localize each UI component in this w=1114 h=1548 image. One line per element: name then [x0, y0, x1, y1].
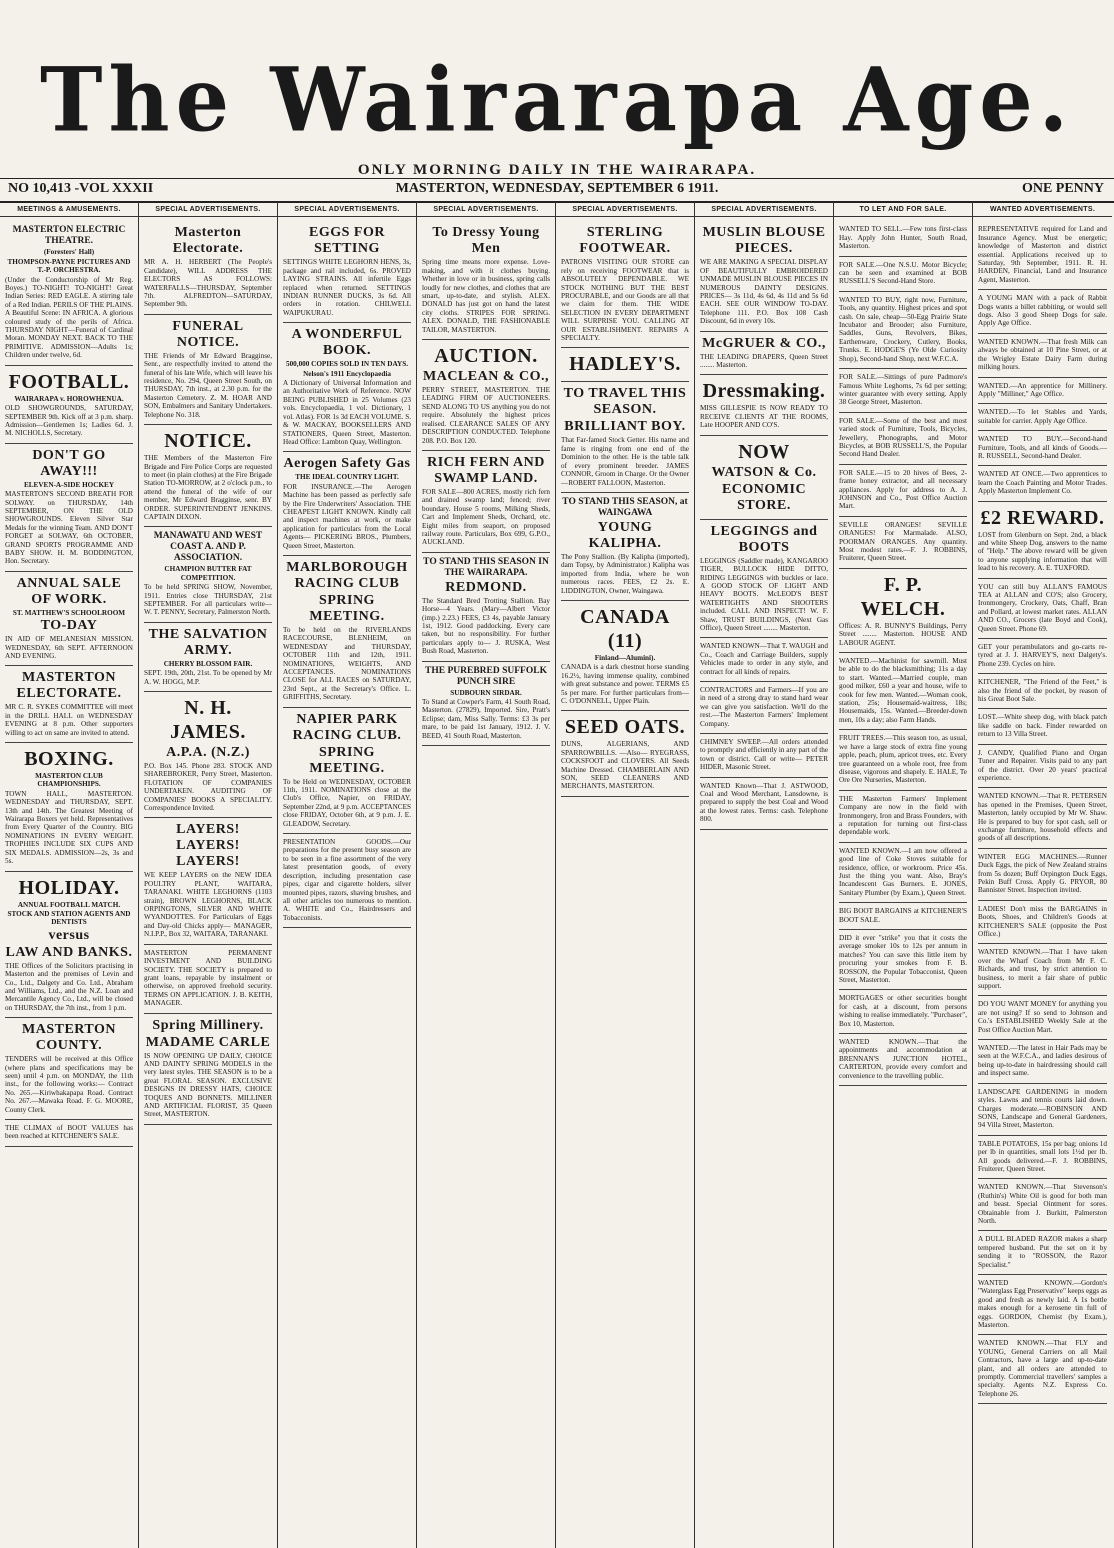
- ad-heading: MASTERTON COUNTY.: [22, 1022, 116, 1054]
- ad-body: SETTINGS WHITE LEGHORN HENS, 3s, package and rail included, 6s. PROVED LAYING STRAINS. All infertile Eggs replaced when returned. SETTINGS INDIAN RUNNER DUCKS, 3s 6d. All orders in rotation. CHILWELL WAIPUKURAU.: [283, 258, 411, 317]
- ad-body: WANTED KNOWN.—That I have taken over the Wharf Coach from Mr F. C. Richards, and trust, by strict attention to business, to merit a fair share of public support.: [978, 948, 1107, 991]
- ad-body: WANTED.—To let Stables and Yards, suitable for carrier. Apply Age Office.: [978, 408, 1107, 425]
- ad-heading: THE SALVATION ARMY.: [148, 626, 268, 658]
- ad-heading: A WONDERFUL BOOK.: [291, 327, 403, 359]
- ad-body: WANTED KNOWN.—That fresh Milk can always be obtained at 10 Pine Street, or at the Wrigley Estate Dairy Farm during milking hours.: [978, 337, 1107, 372]
- ad-heading: MANAWATU AND WEST COAST A. AND P. ASSOCIATION.: [153, 531, 263, 564]
- advertisement: [978, 709, 1107, 744]
- ad-heading: NOW: [738, 440, 790, 463]
- column-heading: MEETINGS & AMUSEMENTS.: [0, 204, 138, 217]
- ad-body: DUNS, ALGERIANS, AND SPARROWBILLS. —Also— RYEGRASS, COCKSFOOT and CLOVERS. All Seeds Machine Dressed. CHAMBERLAIN AND SON, SEED CLEANERS AND MERCHANTS, MASTERTON.: [561, 740, 689, 791]
- ad-heading: RICH FERN AND SWAMP LAND.: [427, 454, 545, 486]
- advertisement: [978, 674, 1107, 709]
- advertisement: [978, 290, 1107, 334]
- ad-body: SEPT. 19th, 20th, 21st. To be opened by Mr A. W. HOGG, M.P.: [144, 669, 272, 686]
- ad-body: THE Offices of the Solicitors practising in Masterton and the premises of Levin and Co., Ltd., Dalgety and Co. Ltd., Abraham and Williams, Ltd., and the N.Z. Loan and Mercantile Agency Co., Ltd., will be closed on THURSDAY, the 7th inst., from 1 p.m.: [5, 961, 133, 1012]
- ad-body: FOR INSURANCE.—The Aerogen Machine has been passed as perfectly safe by the Fire Underwriters' Association. THE CHEAPEST LIGHT KNOWN. Kindly call and inspect machines at work, or make application for particulars from the Local Agents— PICKERING BROS., Plumbers, Queen Street, Masterton.: [283, 482, 411, 550]
- ad-body: IN AID OF MELANESIAN MISSION. WEDNESDAY, 6th SEPT. AFTERNOON AND EVENING.: [5, 635, 133, 660]
- ad-body: FOR SALE.—15 to 20 hives of Bees, 2-frame honey extractor, and all necessary appliances. Apply for address to A. J. JOHNSON and Co., Post Office Auction Mart.: [839, 468, 967, 511]
- advertisement: [700, 332, 828, 376]
- advertisement: [422, 340, 550, 451]
- ad-body: FRUIT TREES.—This season too, as usual, we have a large stock of extra fine young apple, peach, plum, apricot trees, etc. Every tree guaranteed on a whole root, free from disease, vigorous and shapely. E. HALE, Te Ore Ore Nurseries, Masterton.: [839, 734, 967, 785]
- ad-body: (Under the Conductorship of Mr Reg. Boyes.) TO-NIGHT! TO-NIGHT! Great Indian Series: RED EAGLE. A stirring tale of a Red Indian. PERILS OF THE PLAINS. A Beautiful Scene: IN AFRICA. A glorious coloured study of the perils of Africa. THURSDAY NIGHT—Funeral of Cardinal Moran. MONDAY NEXT. BACK TO THE PRIMITIVE. ADMISSION—Adults 1s; Children under twelve, 6d.: [5, 275, 133, 360]
- ad-body: Offices: A. R. BUNNY'S Buildings, Perry Street ........ Masterton. HOUSE AND LABOUR AGENT.: [839, 621, 967, 647]
- advertisement: [700, 778, 828, 830]
- ad-heading: TO TRAVEL THIS SEASON.: [563, 386, 687, 418]
- ad-heading: HADLEY'S.: [569, 353, 681, 376]
- ad-body: WANTED KNOWN.—Gordon's "Waterglass Egg Preservative" keeps eggs as good and fresh as newly laid. A 1s bottle makes enough for a kerosene tin full of eggs. GORDON, Chemist (by Exam.), Masterton.: [978, 1279, 1107, 1330]
- ad-body: WANTED KNOWN.—I am now offered a good line of Coke Stoves suitable for residence, office, or workroom. Price 45s. Just the thing you want. Also, Bray's Incandescent Gas Burners. E. JONES, Sanitary Plumber (by Exam.), Queen Street.: [839, 846, 967, 897]
- advertisement: [561, 601, 689, 711]
- ad-heading: TO-DAY: [40, 618, 98, 634]
- ad-body: MORTGAGES or other securities bought for cash, at a discount, from persons wishing to realise immediately. "Purchaser", Box 10, Masterton.: [839, 994, 967, 1028]
- ad-heading: Masterton Electorate.: [172, 225, 244, 257]
- ad-body: IS NOW OPENING UP DAILY, CHOICE AND DAINTY SPRING MODELS in the very latest styles. THE SEASON is to be a great FLORAL SEASON. EXCLUSIVE DESIGNS IN DRESSY HATS, CHOICE TOQUES AND BONNETS. MILLINER AND ARTIFICIAL FLORIST, 35 Queen Street, MASTERTON.: [144, 1051, 272, 1119]
- ad-body: THE Masterton Farmers' Implement Company are now in the field with Ironmongery, Iron and Brass Founders, with a reputation for turning out first-class dependable work.: [839, 794, 967, 837]
- ad-body: PRESENTATION GOODS.—Our preparations for the present busy season are to be seen in a fine assortment of the very latest presentation goods, of every description, including presentation case pipes, cigar and cigarette holders, silver mounted pipes, razors, shaving brushes, and all other articles too numerous to mention. A. WHITE and Co., Hairdressers and Tobacconists.: [283, 838, 411, 922]
- ad-body: MASTERTON'S SECOND BREATH FOR SOLWAY. on THURSDAY, 14th SEPTEMBER, ON THE OLD SHOWGROUNDS. Eleven Silver Star Medals for the winning Team. AND DON'T FORGET at SOLWAY, 6th OCTOBER, GRAND SPORTS PROGRAMME AND BABY SHOW. H. M. BODDINGTON, Hon. Secretary.: [5, 490, 133, 566]
- ad-body: OLD SHOWGROUNDS, SATURDAY, SEPTEMBER 9th. Kick off at 3 p.m. sharp. Admission—Gentlemen 1s; Ladies 6d. J. M. NICHOLLS, Secretary.: [5, 404, 133, 438]
- advertisement: [422, 451, 550, 553]
- ad-heading: ELEVEN-A-SIDE HOCKEY: [23, 480, 115, 489]
- advertisement: [700, 221, 828, 331]
- ad-body: The Standard Bred Trotting Stallion. Bay Horse—4 Years. (Mary—Albert Victor (imp.) 2.23.) FEES, £3 4s, payable January 1st, 1912. Good paddocking. Every care taken, but no responsibility. For further particulars apply to— J. RUSKA, West Bush Road, Masterton.: [422, 596, 550, 656]
- advertisement: [978, 1275, 1107, 1335]
- ad-heading: (Foresters' Hall): [43, 248, 95, 257]
- advertisement: [978, 431, 1107, 466]
- ad-heading: McGRUER & CO.,: [702, 335, 826, 351]
- advertisement: [839, 843, 967, 903]
- ad-body: DID it ever "strike" you that it costs the average smoker 10s to 12s per annum in matches? You can save this little item by procuring your smokes from F. B. ROSSON, the Popular Tobacconist, Queen Street, Masterton.: [839, 934, 967, 985]
- advertisement: [144, 623, 272, 692]
- advertisement: [839, 257, 967, 292]
- column-heading: SPECIAL ADVERTISEMENTS.: [139, 204, 277, 217]
- advertisement: [839, 1034, 967, 1086]
- ad-heading: LEGGINGS and BOOTS: [710, 523, 818, 555]
- ad-heading: ECONOMIC STORE.: [721, 481, 807, 513]
- ad-heading: LAYERS! LAYERS! LAYERS!: [176, 822, 240, 870]
- ad-heading: REDMOND.: [445, 579, 527, 595]
- advertisement: [422, 221, 550, 340]
- ad-body: LADIES! Don't miss the BARGAINS in Boots, Shoes, and Children's Goods at KITCHENER'S SALE (opposite the Post Office.): [978, 904, 1107, 938]
- ad-heading: F. P. WELCH.: [860, 573, 946, 620]
- advertisement: [978, 502, 1107, 579]
- advertisement: [839, 653, 967, 730]
- advertisement: [978, 1084, 1107, 1136]
- advertisement: [5, 872, 133, 1019]
- advertisement: [561, 382, 689, 492]
- advertisement: [5, 666, 133, 743]
- column-4: [417, 202, 556, 1548]
- ad-heading: HOLIDAY.: [18, 876, 120, 899]
- ad-heading: Nelson's 1911 Encyclopaedia: [303, 369, 391, 378]
- ad-body: THE Friends of Mr Edward Bragginse, Senr., are respectfully invited to attend the funeral of his late Wife, which will leave his residence, No. 294, Queen Street South, on THURSDAY, 7th inst., at 2.30 p.m. for the Masterton Cemetery. Z. M. HOAR AND SON, Embalmers and Sanitary Undertakers. Telephone No. 318.: [144, 351, 272, 419]
- advertisement: [5, 444, 133, 572]
- ad-body: WANTED TO BUY.—Second-hand Furniture, Tools, and all kinds of Goods.—R. RUSSELL, Second-hand Dealer.: [978, 435, 1107, 460]
- column-2: [139, 202, 278, 1548]
- ad-heading: CHERRY BLOSSOM FAIR.: [163, 659, 253, 668]
- column-3: [278, 202, 417, 1548]
- ad-body: To be held on the RIVERLANDS RACECOURSE, BLENHEIM, on WEDNESDAY and THURSDAY, OCTOBER 11th and 12th, 1911. NOMINATIONS, WEIGHTS, AND ACCEPTANCES. NOMINATIONS CLOSE for ALL RACES on SATURDAY, 23rd Sept., at the Secretary's Office. L. GRIFFITHS, Secretary.: [283, 625, 411, 702]
- ad-heading: Finland—Alumini).: [594, 653, 656, 662]
- ad-heading: TO STAND THIS SEASON, at WAINGAWA: [562, 496, 688, 518]
- advertisement: [700, 520, 828, 639]
- ad-heading: To Dressy Young Men: [432, 225, 540, 257]
- ad-heading: THE PUREBRED SUFFOLK PUNCH SIRE: [425, 665, 547, 687]
- advertisement: [5, 572, 133, 667]
- ad-heading: YOUNG KALIPHA.: [588, 519, 662, 551]
- ad-body: YOU can still buy ALLAN'S FAMOUS TEA at ALLAN and CO'S; also Grocery, Ironmongery, Crockery, Oats, Chaff, Bran and Pollard, at lowest market rates. ALLAN AND CO., Grocers (late Boyd and Cook), Queen Street. Phone 69.: [978, 582, 1107, 633]
- ad-body: WANTED KNOWN.—That the appointments and accommodation at BRENNAN'S JUNCTION HOTEL, CARTERTON, provide every comfort and convenience to the travelling public.: [839, 1038, 967, 1080]
- advertisement: [144, 315, 272, 425]
- advertisement: [283, 556, 411, 708]
- ad-heading: £2 REWARD.: [980, 506, 1105, 529]
- advertisement: [839, 221, 967, 256]
- ad-body: A DULL BLADED RAZOR makes a sharp tempered husband. Put the set on it by sending it to "ROSSON, the Razor Specialist.": [978, 1235, 1107, 1269]
- ad-body: CHIMNEY SWEEP.—All orders attended to promptly and efficiently in any part of the town or district. Call or write— PETER HIDER, Masonic Street.: [700, 738, 829, 772]
- ad-body: WANTED TO BUY, right now, Furniture, Tools, any quantity. Highest prices and spot cash. On sale, cheap—50-Egg Prairie State Incubator and Brooder; also Furniture, Saddles, Guns, Revolvers, Bikes, Earthenware, Crockery, Cutlery, Books, Trunks. E. HODGE'S (Ye Olde Curiosity Shop), Second-hand Shop, next W.F.C.A.: [839, 295, 967, 363]
- advertisement: [839, 990, 967, 1034]
- advertisement: [700, 638, 828, 682]
- advertisement: [978, 1231, 1107, 1275]
- advertisement: [283, 834, 411, 928]
- column-6: [695, 202, 834, 1548]
- column-heading: WANTED ADVERTISEMENTS.: [973, 204, 1112, 217]
- ad-body: FOR SALE—800 ACRES, mostly rich fern and drained swamp land; fenced; river boundary. House 5 rooms, Milking Sheds, Cart and Implement Sheds, Orchard, etc. Eight miles from seaport, on proposed railway route. Particulars, Box 699, G.P.O., AUCKLAND.: [422, 487, 550, 547]
- ad-body: SEVILLE ORANGES! SEVILLE ORANGES! For Marmalade. ALSO, POORMAN ORANGES. Any quantity. Most modest rates.—F. J. ROBBINS, Fruiterer, Queen Street.: [839, 520, 967, 563]
- ad-body: WE KEEP LAYERS on the NEW IDEA POULTRY PLANT, WAITARA, TARANAKI. WHITE LEGHORNS (1103 strain), BROWN LEGHORNS, BLACK ORPINGTONS, SILVER AND WHITE WYANDOTTES. For Particulars of Eggs and Day-old Chicks apply— MANAGER, N.I.P.P., Box 32, WAITARA, TARANAKI.: [144, 871, 272, 939]
- advertisement: [978, 378, 1107, 405]
- advertisement: [978, 1040, 1107, 1084]
- ad-heading: FUNERAL NOTICE.: [172, 318, 244, 350]
- newspaper-title: The Wairarapa Age.: [39, 47, 1074, 152]
- ad-heading: ANNUAL FOOTBALL MATCH.: [17, 900, 121, 909]
- ad-body: FOR SALE.—Sittings of pure Padmore's Famous White Leghorns, 7s 6d per setting; winter guarantee with every setting. Apply 38 George Street, Masterton.: [839, 373, 967, 407]
- ad-heading: LAW AND BANKS.: [5, 944, 133, 960]
- advertisement: [5, 366, 133, 444]
- advertisement: [561, 348, 689, 382]
- ad-heading: Aerogen Safety Gas: [283, 456, 411, 472]
- advertisement: [978, 849, 1107, 901]
- advertisement: [839, 730, 967, 790]
- column-heading: SPECIAL ADVERTISEMENTS.: [278, 204, 416, 217]
- advertisement: [839, 465, 967, 517]
- advertisement: [978, 745, 1107, 789]
- ad-heading: A.P.A. (N.Z.): [166, 745, 250, 760]
- ad-heading: Spring Millinery.: [152, 1017, 264, 1033]
- advertisement: [978, 334, 1107, 378]
- advertisement: [283, 452, 411, 556]
- ad-body: TOWN HALL, MASTERTON. WEDNESDAY and THURSDAY, SEPT. 13th and 14th. The Greatest Meeting of Wairarapa Boxers yet held. Representatives from Every Quarter of the Country. BIG NOMINATIONS IN EVERY WEIGHT. TROPHIES INCLUDE SIX CUPS AND SIX MEDALS. ADMISSION—2s, 3s and 5s.: [5, 789, 133, 866]
- ad-body: FOR SALE.—Some of the best and most varied stock of Furniture, Tools, Bicycles, Jewellery, Phonographs, and Motor Bicycles, at BOB RUSSELL'S, the Popular Second Hand Dealer.: [839, 416, 967, 459]
- ad-heading: SPRING MEETING.: [309, 744, 385, 776]
- dateline: MASTERTON, WEDNESDAY, SEPTEMBER 6 1911.: [395, 181, 719, 196]
- issue-number: NO 10,413 -VOL XXXII: [8, 181, 154, 196]
- ad-heading: NOTICE.: [164, 430, 252, 453]
- ad-heading: DON'T GO AWAY!!!: [32, 447, 106, 479]
- advertisement: [839, 292, 967, 369]
- ad-body: THE CLIMAX of BOOT VALUES has been reached at KITCHENER'S SALE.: [5, 1124, 133, 1141]
- advertisement: [422, 662, 550, 746]
- ad-heading: STOCK AND STATION AGENTS AND DENTISTS: [7, 909, 131, 927]
- ad-heading: STERLING FOOTWEAR.: [579, 225, 671, 257]
- ad-heading: BRILLIANT BOY.: [564, 419, 686, 435]
- advertisement: [144, 221, 272, 314]
- ad-body: MASTERTON PERMANENT INVESTMENT AND BUILDING SOCIETY. THE SOCIETY is prepared to grant loans, repayable by instalment or otherwise, on approved freehold security. TERMS ON APPLICATION. J. B. KEITH, MANAGER.: [144, 948, 272, 1008]
- column-heading: TO LET AND FOR SALE.: [834, 204, 972, 217]
- ad-body: WINTER EGG MACHINES.—Runner Duck Eggs, the pick of New Zealand strains from 5s dozen; Buff Orpington Duck Eggs, Pekin Buff Cross. Apply G. PRYOR, 80 Bannister Street. Inspection invited.: [978, 852, 1107, 895]
- ad-body: REPRESENTATIVE required for Land and Insurance Agency. Must be energetic; knowledge of Masterton and district essential. Applications received up to Saturday, 9th September, 1911. R. H. HARDEN, Financial, Land and Insurance Agent, Masterton.: [978, 225, 1107, 284]
- advertisement: [978, 404, 1107, 431]
- advertisement: [700, 734, 828, 778]
- advertisement: [422, 553, 550, 662]
- ad-body: To be held SPRING SHOW, November, 1911. Entries close THURSDAY, 21st SEPTEMBER. For all particulars write— W. T. PENNY, Secretary, Palmerston North.: [144, 583, 272, 617]
- advertisement: [978, 1136, 1107, 1180]
- advertisement: [5, 1120, 133, 1147]
- advertisement: [283, 221, 411, 323]
- ad-body: MR A. H. HERBERT (The People's Candidate), WILL ADDRESS THE ELECTORS AS FOLLOWS: WATERFALLS—THURSDAY, September 7th. ALFREDTON—SATURDAY, September 9th.: [144, 258, 272, 309]
- column-1: [0, 202, 139, 1548]
- ad-body: A Dictionary of Universal Information and an Authoritative Work of Reference. NOW BEING PUBLISHED in 25 Volumes (23 vols. Encyclopaedia, 1 vol. Dictionary, 1 vol. Atlas). FOR 1s 3d EACH VOLUME. S. & W. MACKAY, BOOKSELLERS AND STATIONERS, Queen Street, Masterton. Head Office: Lambton Quay, Wellington.: [283, 379, 411, 446]
- column-heading: SPECIAL ADVERTISEMENTS.: [417, 204, 555, 217]
- ad-body: PERRY STREET, MASTERTON. THE LEADING FIRM OF AUCTIONEERS. SEND ALONG TO US anything you do not require. Absolutely the highest prices realised. CLEARANCE SALES OF ANY DESCRIPTION CONDUCTED. Telephone 208. P.O. Box 120.: [422, 386, 550, 445]
- ad-heading: CANADA (11): [580, 605, 670, 652]
- ad-heading: MADAME CARLE: [145, 1034, 271, 1050]
- advertisement: [561, 493, 689, 601]
- tagline: ONLY MORNING DAILY IN THE WAIRARAPA.: [357, 162, 757, 178]
- advertisement: [978, 221, 1107, 290]
- ad-body: WANTED Known—That J. ASTWOOD, Coal and Wood Merchant, Lansdowne, is prepared to supply the best Coal and Wood at the lowest rates. Terms: cash. Telephone 800.: [700, 781, 828, 824]
- ad-body: CANADA is a dark chestnut horse standing 16.2½, having immense quality, combined with great substance and power. TERMS £5 5s per mare. For further particulars from— C. O'DONNELL, Upper Plain.: [561, 663, 689, 705]
- ad-body: A YOUNG MAN with a pack of Rabbit Dogs wants a billet rabbiting, or would sell dogs. Also 3 good Sheep Dogs for sale. Apply Age Office.: [978, 294, 1107, 328]
- advertisement: [839, 930, 967, 990]
- advertisement: [144, 818, 272, 944]
- ad-heading: 500,000 COPIES SOLD IN TEN DAYS.: [285, 360, 409, 369]
- ad-heading: MARLBOROUGH RACING CLUB: [286, 559, 408, 591]
- advertisement: [839, 569, 967, 653]
- advertisement: [978, 1179, 1107, 1231]
- advertisement: [978, 1335, 1107, 1404]
- ad-heading: ANNUAL SALE OF WORK.: [16, 575, 122, 607]
- ad-body: WANTED.—An apprentice for Millinery. Apply "Milliner," Age Office.: [978, 381, 1107, 398]
- advertisement: [978, 996, 1107, 1040]
- ad-body: That Far-famed Stock Getter. His name and fame is ringing from one end of the Dominion to the other. He is the table talk of every prominent breeder. JAMES CONNOR, Groom in Charge. Or the Owner—ROBERT FALLOON, Masterton.: [561, 436, 689, 487]
- ad-body: FOR SALE.—One N.S.U. Motor Bicycle; can be seen and examined at BOB RUSSELL'S Second-Hand Store.: [839, 260, 967, 286]
- ad-heading: TO STAND THIS SEASON IN THE WAIRARAPA.: [423, 556, 549, 578]
- advertisement: [839, 903, 967, 930]
- ad-body: LOST.—White sheep dog, with black patch like saddle on back. Finder rewarded on return to 13 Villa Street.: [978, 713, 1107, 739]
- ad-body: MR C. R. SYKES COMMITTEE will meet in the DRILL HALL on WEDNESDAY EVENING at 8 p.m. Other supporters willing to act on same are invited to attend.: [5, 703, 133, 737]
- ad-heading: SUDBOURN SIRDAR.: [450, 688, 522, 697]
- ad-heading: CHAMPION BUTTER FAT COMPETITION.: [164, 565, 252, 582]
- advertisement: [700, 375, 828, 435]
- ad-heading: NAPIER PARK RACING CLUB.: [292, 711, 402, 743]
- advertisement: [839, 791, 967, 843]
- column-8: [973, 202, 1112, 1548]
- ad-heading: BOXING.: [24, 748, 114, 771]
- ad-body: TABLE POTATOES, 15s per bag; onions 1d per lb in quantities, small lots 1½d per lb. All goods delivered.—F. J. ROBBINS, Fruiterer, Queen Street.: [978, 1139, 1107, 1173]
- advertisement: [978, 579, 1107, 639]
- ad-heading: MACLEAN & CO.,: [423, 369, 549, 385]
- ad-heading: MASTERTON ELECTORATE.: [16, 670, 122, 702]
- advertisement: [5, 1018, 133, 1120]
- ad-heading: Dressmaking.: [702, 380, 826, 403]
- advertisement: [700, 682, 828, 734]
- ad-body: PATRONS VISITING OUR STORE can rely on receiving FOOTWEAR that is ABSOLUTELY DEPENDABLE. WE STOCK NOTHING BUT THE BEST PROCURABLE, and our Goods are all that we claim for them. THE WIDE SELECTION IN EVERY DEPARTMENT WILL SURPRISE YOU. CALLING AT OUR ESTABLISHMENT. REPAIRS A SPECIALTY.: [561, 258, 689, 343]
- ad-heading: WATSON & Co.: [711, 464, 817, 480]
- advertisement: [283, 323, 411, 452]
- ad-body: WANTED KNOWN—That T. WAUGH and Co., Coach and Carriage Builders, supply Vehicles made to order in any style, and contract for all kinds of repairs.: [700, 642, 828, 676]
- ad-heading: THOMPSON-PAYNE PICTURES AND T.-P. ORCHESTRA.: [7, 257, 131, 275]
- advertisement: [144, 527, 272, 622]
- advertisement: [561, 711, 689, 796]
- ad-body: WANTED TO SELL.—Few tons first-class Hay. Apply John Hunter, South Road, Masterton.: [839, 225, 967, 251]
- ad-heading: WAIRARAPA v. HOROWHENUA.: [14, 394, 124, 403]
- ad-heading: AUCTION.: [434, 345, 538, 368]
- advertisement: [144, 945, 272, 1014]
- ad-body: DO YOU WANT MONEY for anything you are not using? If so send to Johnson and Co.'s ESTABLISHED Weekly Sale at the Post Office Auction Mart.: [978, 1000, 1107, 1034]
- ad-body: WANTED KNOWN.—That R. PETERSEN has opened in the Premises, Queen Street, Masterton, lately occupied by Mr W. Shaw. He is prepared to buy for spot cash, sell or exchange furniture, household effects and goods of all descriptions.: [978, 792, 1107, 843]
- ad-body: Spring time means more expense. Love-making, and with it clothes buying. Whether in love or in business, spring calls loudly for new clothes, and clothes that are smart, up-to-date, and stylish. ALEX. DONALD has just got on hand the latest city cloths. STRIPES FOR SPRING. ALEX. DONALD, THE FASHIONABLE TAILOR, MASTERTON.: [422, 258, 550, 334]
- ad-body: J. CANDY, Qualified Piano and Organ Tuner and Repairer. Visits paid to any part of the district. Over 20 years' practical experience.: [978, 748, 1107, 782]
- ad-body: MISS GILLESPIE IS NOW READY TO RECEIVE CLIENTS AT THE ROOMS, Late HOOPER AND CO'S.: [700, 404, 828, 430]
- advertisement: [978, 466, 1107, 501]
- ad-body: KITCHENER, "The Friend of the Feet," is also the friend of the pocket, by reason of his Great Boot Sale.: [978, 678, 1107, 704]
- columns: [0, 202, 1114, 1548]
- advertisement: [839, 369, 967, 413]
- advertisement: [978, 944, 1107, 996]
- ad-heading: ST. MATTHEW'S SCHOOLROOM: [12, 608, 126, 617]
- advertisement: [283, 708, 411, 834]
- ad-body: WANTED.—The latest in Hair Pads may be seen at the W.F.C.A., and ladies desirous of being up-to-date in hairdressing should call and inspect same.: [978, 1044, 1107, 1078]
- masthead: [0, 47, 1114, 160]
- advertisement: [561, 221, 689, 348]
- ad-heading: N. H. JAMES.: [170, 697, 246, 743]
- ad-body: WANTED.—Machinist for sawmill. Must be able to do the blacksmithing; 11s a day to start. Wanted.—Married couple, man good milker, £60 a year and house, wife to cook for few men. Wanted.—Woman cook, station, 25s; Housemaid-waitress, 18s; Housemaids, 15s. Wanted.—Breeder-down men, 10s a day; also Farm Hands.: [839, 657, 967, 724]
- advertisement: [978, 639, 1107, 674]
- ad-body: THE LEADING DRAPERS, Queen Street ........ Masterton.: [700, 352, 828, 370]
- ad-body: WANTED KNOWN.—That Stevenson's (Ruthin's) White Oil is good for both man and beast. Special Ointment for sores. Obtainable from J. Burkitt, Palmerston North.: [978, 1183, 1107, 1225]
- ad-body: WANTED AT ONCE.—Two apprentices to learn the Coach Painting and Motor Trades. Apply Masterton Implement Co.: [978, 470, 1107, 496]
- ad-heading: FOOTBALL.: [8, 370, 130, 393]
- advertisement: [839, 413, 967, 465]
- advertisement: [700, 436, 828, 520]
- ad-body: The Pony Stallion. (By Kalipha (imported), dam Topsy, by Administrator.) Kalipha was imported from India, where he won numerous races. FEES, £2 2s. E. LIDDINGTON, Owner, Waingawa.: [561, 552, 689, 595]
- advertisement: [5, 743, 133, 871]
- ad-heading: THE IDEAL COUNTRY LIGHT.: [295, 473, 399, 482]
- ad-heading: MUSLIN BLOUSE PIECES.: [702, 225, 826, 257]
- advertisement: [978, 788, 1107, 848]
- ad-body: LANDSCAPE GARDENING in modern styles. Lawns and tennis courts laid down. Charges moderate.—ROBINSON AND SONS, Landscape and General Gardeners, 94 Villa Street, Masterton.: [978, 1087, 1107, 1130]
- advertisement: [144, 1014, 272, 1125]
- ad-body: TENDERS will be received at this Office (where plans and specifications may be seen) until 4 p.m. on MONDAY, the 11th inst., for the following works:— Contract No. 265.—Kiriwhakapapa Road. Contract No. 267.—Mawaka Road. F. G. MOORE, County Clerk.: [5, 1055, 133, 1114]
- ad-body: P.O. Box 145. Phone 283. STOCK AND SHAREBROKER, Perry Street, Masterton. FLOTATION OF COMPANIES UNDERTAKEN. AUDITING OF COMPANIES' BOOKS A SPECIALITY. Correspondence Invited.: [144, 762, 272, 813]
- advertisement: [144, 425, 272, 527]
- ad-body: THE Members of the Masterton Fire Brigade and Fire Police Corps are requested to meet (in plain clothes) at the Fire Brigade Station TO-MORROW, at 2 o'clock p.m., to attend the funeral of the wife of our member, Mr Edward Bragginse, senr. BY ORDER. SUPERINTENDENT JENKINS. CAPTAIN DIXON.: [144, 454, 272, 521]
- dateline-bar: [0, 178, 1114, 203]
- column-heading: SPECIAL ADVERTISEMENTS.: [556, 204, 694, 217]
- advertisement: [5, 221, 133, 365]
- ad-heading: MASTERTON ELECTRIC THEATRE.: [12, 225, 126, 247]
- ad-body: WANTED KNOWN.—That FLY and YOUNG, General Carriers on all Mail Contractors, have a large and up-to-date plant, and all orders are attended to promptly. Commercial travellers' samples a specialty. Agents N.Z. Express Co. Telephone 26.: [978, 1339, 1107, 1398]
- column-7: [834, 202, 973, 1548]
- ad-body: LEGGINGS (Saddler made), KANGAROO TIGER, BULLOCK HIDE DITTO, RIDING LEGGINGS with buckles or lace. A GOOD STOCK OF LIGHT AND HEAVY BOOTS. McLEOD'S BEST WATERTIGHTS AND SHOOTERS included. CALL AND INSPECT! W. F. Shaw, TRUST BUILDINGS, (Next Gas Office), Queen Street ........ Masterton.: [700, 556, 828, 632]
- advertisement: [144, 692, 272, 818]
- column-heading: SPECIAL ADVERTISEMENTS.: [695, 204, 833, 217]
- ad-heading: SPRING MEETING.: [309, 592, 385, 624]
- price: ONE PENNY: [1021, 181, 1104, 196]
- ad-heading: versus: [48, 927, 90, 943]
- ad-body: LOST from Glenburn on Sept. 2nd, a black and white Sheep Dog, answers to the name of "Help." The above reward will be given to anyone supplying information that will lead to his recovery. A. E. TUXFORD.: [978, 530, 1107, 573]
- advertisement: [978, 901, 1107, 945]
- advertisement: [839, 517, 967, 569]
- column-5: [556, 202, 695, 1548]
- ad-body: To be Held on WEDNESDAY, OCTOBER 11th, 1911. NOMINATIONS close at the Club's Office, Napier, on FRIDAY, September 22nd, at 9 p.m. ACCEPTANCES close FRIDAY, October 6th, at 9 p.m. J. E. GLEADOW, Secretary.: [283, 777, 411, 828]
- ad-body: WE ARE MAKING A SPECIAL DISPLAY OF BEAUTIFULLY EMBROIDERED UNMADE MUSLIN BLOUSE PIECES IN NUMEROUS DAINTY DESIGNS. PRICES— 3s 11d, 4s 6d, 4s 11d and 5s 6d EACH. SEE OUR WINDOW TO-DAY. Telephone 111. P.O. Box 108 Cash Discount, 6d in every 10s.: [700, 258, 828, 326]
- ad-body: To Stand at Cowper's Farm, 41 South Road, Masterton. (27829), Imported. Sire, Pratt's Eclipse; dam, Miss Sally. Terms: £3 3s per mare, to be paid 1st January, 1912. J. V. BEED, 41 South Road, Masterton.: [422, 698, 550, 740]
- ad-body: GET your perambulators and go-carts re-tyred at J. J. HARVEY'S, next Dalgety's. Phone 239. Cycles on hire.: [978, 643, 1107, 668]
- ad-body: CONTRACTORS and Farmers—If you are in need of a strong dray to stand hard wear we can give you satisfaction. We'll do the rest.—The Masterton Farmers' Implement Company.: [700, 685, 828, 728]
- ad-body: BIG BOOT BARGAINS at KITCHENER'S BOOT SALE.: [839, 907, 967, 924]
- ad-heading: EGGS FOR SETTING: [309, 225, 385, 257]
- ad-heading: MASTERTON CLUB CHAMPIONSHIPS.: [35, 772, 103, 789]
- ad-heading: SEED OATS.: [564, 716, 686, 739]
